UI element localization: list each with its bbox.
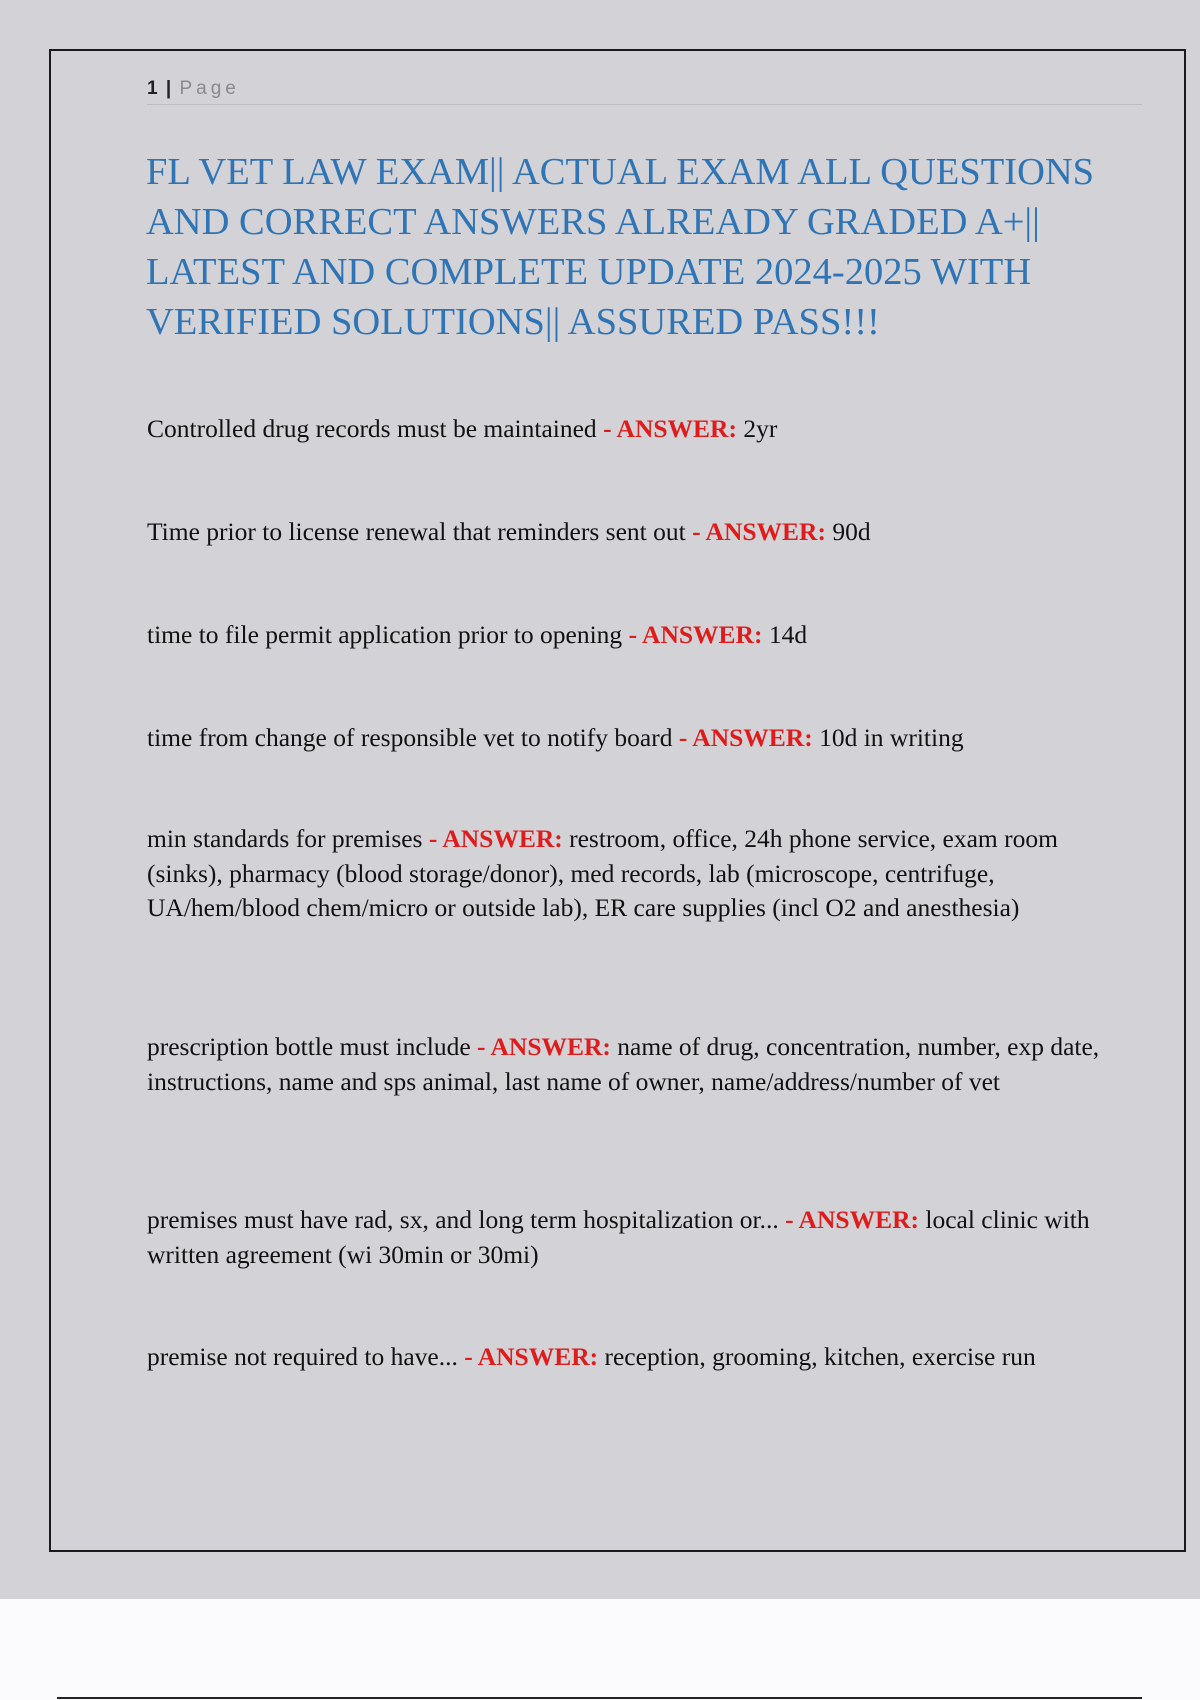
qa-item (147, 1340, 1137, 1375)
page-number: 1 (147, 78, 158, 99)
page-header (147, 78, 1142, 105)
page-label: Page (179, 78, 240, 99)
answer-text: restroom, office, 24h phone service, exam room (sinks), pharmacy (blood storage/donor), med records, lab (microscope, centrifuge, UA/hem/blood chem/micro or outside lab), ER care supplies (incl O2 and anesthesia) (147, 824, 1058, 922)
page-separator: | (165, 78, 172, 99)
qa-item (147, 822, 1137, 926)
question-text: Controlled drug records must be maintained (147, 414, 597, 443)
qa-item (147, 412, 1137, 447)
answer-text: 10d in writing (819, 723, 964, 752)
next-page-preview (0, 1599, 1200, 1700)
qa-item (147, 1203, 1137, 1272)
answer-marker: - ANSWER: (464, 1342, 599, 1371)
answer-marker: - ANSWER: (785, 1205, 919, 1234)
answer-text: name of drug, concentration, number, exp date, instructions, name and sps animal, last name of owner, name/address/number of vet (147, 1032, 1100, 1096)
answer-marker: - ANSWER: (678, 723, 813, 752)
question-text: time from change of responsible vet to notify board (147, 723, 673, 752)
qa-item (147, 515, 1137, 550)
page-divider (57, 1697, 1142, 1699)
answer-marker: - ANSWER: (477, 1032, 611, 1061)
question-text: premises must have rad, sx, and long term hospitalization or... (147, 1205, 779, 1234)
answer-marker: - ANSWER: (428, 824, 563, 853)
qa-item (147, 721, 1137, 756)
question-text: prescription bottle must include (147, 1032, 471, 1061)
answer-text: reception, grooming, kitchen, exercise run (604, 1342, 1036, 1371)
qa-item (147, 1030, 1137, 1099)
document-page (49, 49, 1186, 1552)
answer-marker: - ANSWER: (603, 414, 737, 443)
document-title: FL VET LAW EXAM|| ACTUAL EXAM ALL QUESTIONS AND CORRECT ANSWERS ALREADY GRADED A+|| LATEST AND COMPLETE UPDATE 2024-2025 WITH VERIFIED SOLUTIONS|| ASSURED PASS!!! (146, 151, 1095, 343)
answer-marker: - ANSWER: (692, 517, 826, 546)
question-text: min standards for premises (147, 824, 423, 853)
answer-text: 90d (832, 517, 871, 546)
question-text: Time prior to license renewal that reminders sent out (147, 517, 686, 546)
question-text: time to file permit application prior to opening (147, 620, 623, 649)
answer-text: 14d (768, 620, 808, 649)
answer-text: 2yr (743, 414, 778, 443)
answer-marker: - ANSWER: (628, 620, 763, 649)
answer-text: local clinic with written agreement (wi 30min or 30mi) (147, 1205, 1090, 1269)
qa-item (147, 618, 1137, 653)
question-text: premise not required to have... (147, 1342, 458, 1371)
